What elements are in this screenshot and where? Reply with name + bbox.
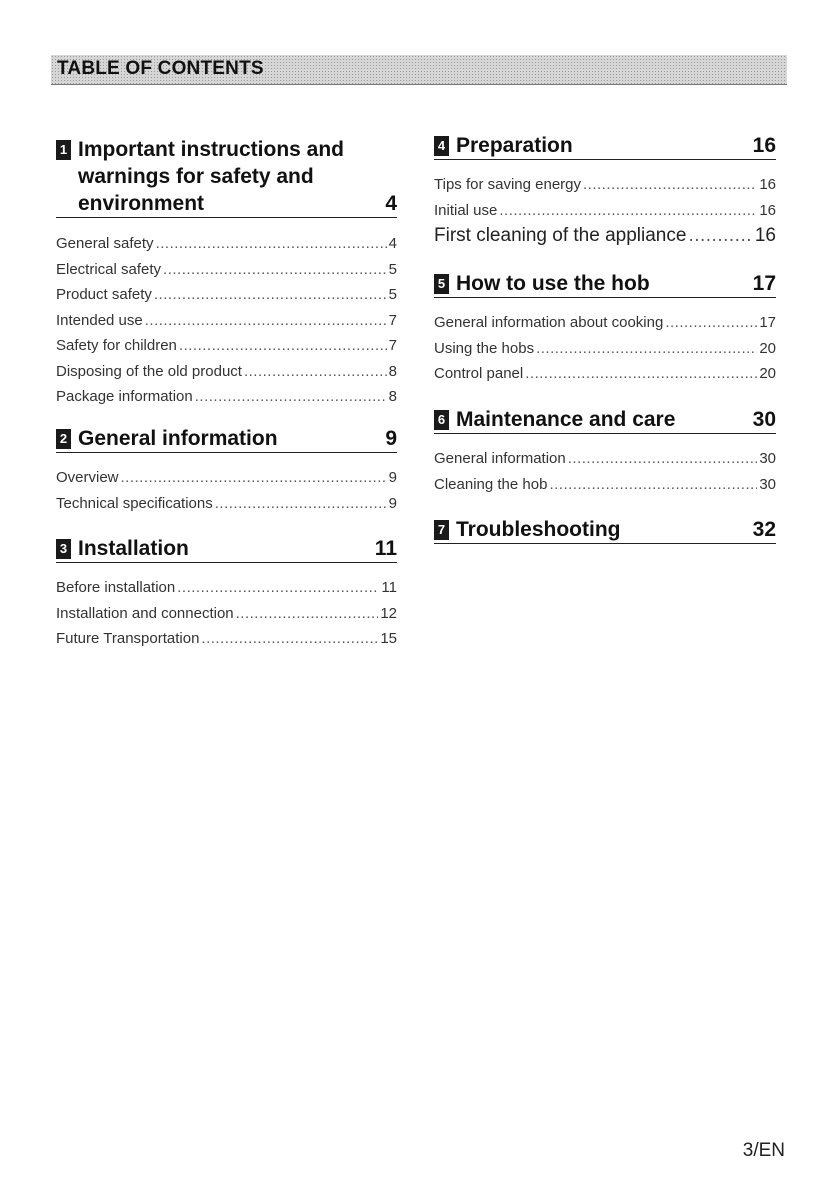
entry-label: Overview bbox=[56, 469, 119, 486]
entry-page: 15 bbox=[380, 630, 397, 647]
section-page-number: 17 bbox=[752, 272, 776, 295]
section-title-line-2: warnings for safety and bbox=[78, 165, 314, 188]
entry-label: Using the hobs bbox=[434, 339, 535, 357]
toc-entry[interactable] bbox=[56, 626, 397, 652]
toc-entry[interactable] bbox=[56, 465, 397, 491]
entry-label: Tips for saving energy bbox=[434, 176, 582, 193]
entry-label: Safety for children bbox=[56, 337, 177, 354]
dot-leader bbox=[525, 361, 757, 387]
section-6 bbox=[434, 406, 776, 497]
section-3 bbox=[56, 535, 397, 652]
toc-entry[interactable] bbox=[434, 198, 776, 224]
section-1-heading[interactable] bbox=[56, 136, 397, 218]
dot-leader bbox=[201, 626, 378, 652]
section-number-badge: 1 bbox=[56, 140, 71, 160]
section-title: How to use the hob bbox=[456, 272, 650, 295]
toc-banner bbox=[51, 55, 787, 85]
section-number-badge: 6 bbox=[434, 410, 449, 430]
entry-label: Cleaning the hob bbox=[434, 475, 548, 493]
section-7-heading[interactable] bbox=[434, 516, 776, 544]
dot-leader bbox=[145, 308, 387, 334]
section-6-heading[interactable] bbox=[434, 406, 776, 434]
dot-leader bbox=[177, 575, 379, 601]
toc-entry[interactable] bbox=[434, 310, 776, 336]
entry-page: 5 bbox=[388, 260, 397, 278]
dot-leader bbox=[583, 172, 757, 198]
dot-leader bbox=[688, 223, 752, 249]
section-4-heading[interactable] bbox=[434, 132, 776, 160]
entry-label: Disposing of the old product bbox=[56, 362, 242, 380]
entry-label: General information bbox=[434, 450, 566, 467]
dot-leader bbox=[195, 384, 387, 410]
section-number-badge: 4 bbox=[434, 136, 449, 156]
section-4 bbox=[434, 132, 776, 249]
entry-label: Electrical safety bbox=[56, 260, 162, 278]
entry-page: 8 bbox=[388, 362, 397, 380]
entry-label: General information about cooking bbox=[434, 314, 664, 331]
entry-label: Intended use bbox=[56, 311, 143, 329]
section-title-line-3: environment bbox=[78, 192, 205, 215]
section-title: General information bbox=[78, 427, 278, 450]
dot-leader bbox=[154, 282, 387, 308]
section-number-badge: 3 bbox=[56, 539, 71, 559]
toc-entry[interactable] bbox=[56, 384, 397, 410]
section-title: Maintenance and care bbox=[456, 408, 676, 431]
section-page-number: 30 bbox=[752, 408, 776, 431]
entry-page: 9 bbox=[388, 469, 397, 486]
page-number-footer: 3/EN bbox=[742, 1140, 785, 1161]
section-7 bbox=[434, 516, 776, 544]
section-2-heading[interactable] bbox=[56, 425, 397, 453]
toc-entry[interactable] bbox=[434, 336, 776, 362]
entry-label: Technical specifications bbox=[56, 494, 213, 512]
page-title: TABLE OF CONTENTS bbox=[57, 58, 264, 79]
entry-label: Control panel bbox=[434, 365, 524, 382]
section-title: Preparation bbox=[456, 134, 573, 157]
toc-entry[interactable] bbox=[434, 446, 776, 472]
entry-label: Future Transportation bbox=[56, 630, 200, 647]
section-number-badge: 2 bbox=[56, 429, 71, 449]
entry-label: Initial use bbox=[434, 201, 498, 219]
section-title: Troubleshooting bbox=[456, 518, 621, 541]
entry-page: 16 bbox=[759, 176, 776, 193]
toc-entry[interactable] bbox=[56, 282, 397, 308]
toc-entry[interactable] bbox=[434, 361, 776, 387]
entry-page: 4 bbox=[388, 235, 397, 252]
toc-entry[interactable] bbox=[56, 601, 397, 627]
toc-entry[interactable] bbox=[56, 231, 397, 257]
entry-page: 5 bbox=[388, 286, 397, 303]
toc-entry[interactable] bbox=[56, 308, 397, 334]
section-number-badge: 7 bbox=[434, 520, 449, 540]
section-title-line-1: Important instructions and bbox=[78, 138, 345, 161]
dot-leader bbox=[665, 310, 757, 336]
entry-label: Product safety bbox=[56, 286, 152, 303]
dot-leader bbox=[536, 336, 757, 362]
entry-page: 16 bbox=[754, 225, 776, 246]
entry-label: Before installation bbox=[56, 579, 176, 596]
toc-entry[interactable] bbox=[56, 575, 397, 601]
toc-entry[interactable] bbox=[434, 223, 776, 249]
section-number-badge: 5 bbox=[434, 274, 449, 294]
entry-page: 16 bbox=[759, 201, 776, 219]
entry-page: 17 bbox=[759, 314, 776, 331]
dot-leader bbox=[236, 601, 379, 627]
dot-leader bbox=[244, 359, 387, 385]
dot-leader bbox=[163, 257, 387, 283]
dot-leader bbox=[568, 446, 758, 472]
section-5 bbox=[434, 270, 776, 387]
toc-entry[interactable] bbox=[56, 257, 397, 283]
section-page-number: 4 bbox=[385, 192, 397, 215]
entry-page: 11 bbox=[381, 579, 397, 596]
entry-page: 7 bbox=[388, 311, 397, 329]
section-page-number: 16 bbox=[752, 134, 776, 157]
entry-page: 20 bbox=[759, 339, 776, 357]
toc-entry[interactable] bbox=[434, 172, 776, 198]
entry-page: 30 bbox=[759, 450, 776, 467]
section-page-number: 11 bbox=[374, 537, 397, 560]
entry-page: 8 bbox=[388, 388, 397, 405]
toc-entry[interactable] bbox=[56, 333, 397, 359]
entry-page: 12 bbox=[380, 604, 397, 622]
entry-page: 7 bbox=[388, 337, 397, 354]
entry-label: General safety bbox=[56, 235, 154, 252]
entry-label: Installation and connection bbox=[56, 604, 234, 622]
dot-leader bbox=[121, 465, 387, 491]
section-title: Installation bbox=[78, 537, 189, 560]
section-5-heading[interactable] bbox=[434, 270, 776, 298]
toc-entry[interactable] bbox=[56, 491, 397, 517]
entry-page: 30 bbox=[759, 475, 776, 493]
section-page-number: 32 bbox=[752, 518, 776, 541]
entry-page: 20 bbox=[759, 365, 776, 382]
dot-leader bbox=[549, 472, 757, 498]
entry-label: First cleaning of the appliance bbox=[434, 225, 687, 246]
section-2 bbox=[56, 425, 397, 516]
section-page-number: 9 bbox=[385, 427, 397, 450]
dot-leader bbox=[499, 198, 757, 224]
dot-leader bbox=[156, 231, 387, 257]
section-3-heading[interactable] bbox=[56, 535, 397, 563]
toc-entry[interactable] bbox=[56, 359, 397, 385]
section-1 bbox=[56, 136, 397, 410]
entry-page: 9 bbox=[388, 494, 397, 512]
dot-leader bbox=[179, 333, 387, 359]
toc-entry[interactable] bbox=[434, 472, 776, 498]
dot-leader bbox=[215, 491, 387, 517]
entry-label: Package information bbox=[56, 388, 193, 405]
